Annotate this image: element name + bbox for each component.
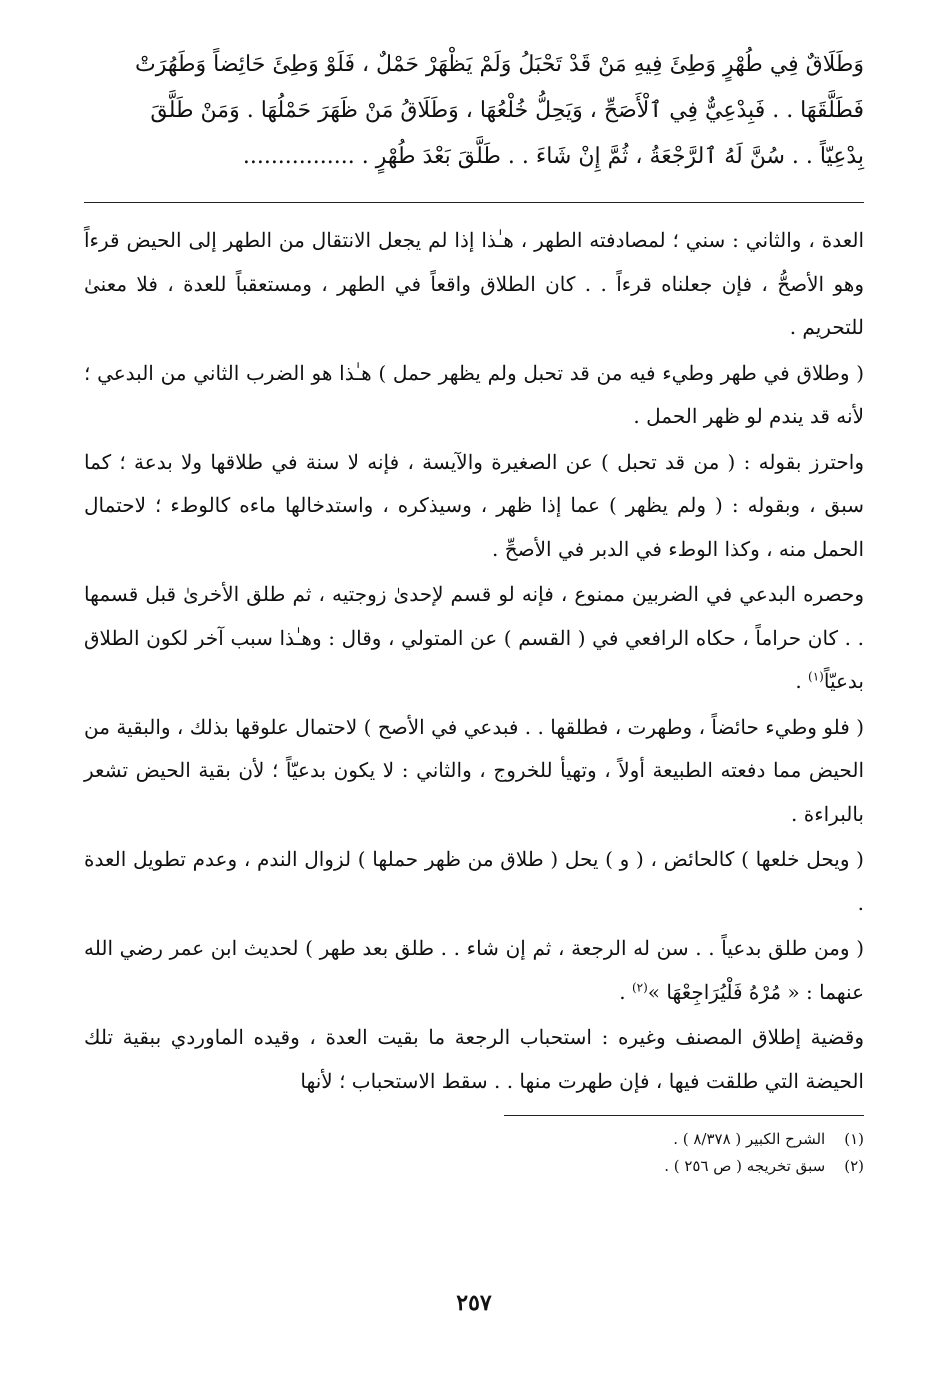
footnote-text: سبق تخريجه ( ص ٢٥٦ ) . xyxy=(664,1157,826,1175)
sharh-paragraph-6: ( ويحل خلعها ) كالحائض ، ( و ) يحل ( طلاق من ظهر حملها ) لزوال الندم ، وعدم تطويل العدة . xyxy=(84,847,864,915)
sharh-paragraph-8: وقضية إطلاق المصنف وغيره : استحباب الرجعة ما بقيت العدة ، وقيده الماوردي ببقية تلك الحيضة التي طلقت فيها ، فإن طهرت منها . . سقط الاستحباب ؛ لأنها xyxy=(84,1025,864,1093)
sharh-text xyxy=(84,219,864,1103)
footnote-ref-2[interactable]: (٢) xyxy=(631,979,648,994)
footnote-ref-1[interactable]: (١) xyxy=(808,669,824,684)
sharh-paragraph-4 xyxy=(84,573,864,704)
matn-line-1: وَطَلَاقٌ فِي طُهْرٍ وَطِئَ فِيهِ مَنْ قَدْ تَحْبَلُ وَلَمْ يَظْهَرْ حَمْلٌ ، فَلَوْ وَطِئَ حَائِضاً وَطَهُرَتْ xyxy=(135,52,864,77)
matn-separator xyxy=(84,202,864,203)
sharh-paragraph-4-text: وحصره البدعي في الضربين ممنوع ، فإنه لو قسم لإحدىٰ زوجتيه ، ثم طلق الأخرىٰ قبل قسمها . . كان حراماً ، حكاه الرافعي في ( القسم ) عن المتولي ، وقال : وهـٰذا سبب آخر لكون الطلاق بدعيّاً xyxy=(84,582,864,693)
sharh-paragraph-7-tail: . xyxy=(619,979,632,1004)
sharh-paragraph-1: العدة ، والثاني : سني ؛ لمصادفته الطهر ، هـٰذا إذا لم يجعل الانتقال من الطهر إلى الحيض قرءاً وهو الأصحُّ ، فإن جعلناه قرءاً . . كان الطلاق واقعاً في الطهر ، ومستعقباً للعدة ، فلا معنىٰ للتحريم . xyxy=(84,228,864,339)
sharh-paragraph-5: ( فلو وطيء حائضاً ، وطهرت ، فطلقها . . فبدعي في الأصح ) لاحتمال علوقها بذلك ، والبقية من الحيض مما دفعته الطبيعة أولاً ، وتهيأ للخروج ، والثاني : لا يكون بدعيّاً ؛ لأن بقية الحيض تشعر بالبراءة . xyxy=(84,714,864,826)
footnotes xyxy=(84,1126,864,1180)
page-number: ٢٥٧ xyxy=(456,1290,492,1316)
sharh-paragraph-3: واحترز بقوله : ( من قد تحبل ) عن الصغيرة والآيسة ، فإنه لا سنة في طلاقها ولا بدعة ؛ كما سبق ، وبقوله : ( ولم يظهر ) عما إذا ظهر ، وسيذكره ، واستدخالها ماءه كالوطء ؛ لاحتمال الحمل منه ، وكذا الوطء في الدبر في الأصحِّ . xyxy=(84,449,864,561)
sharh-paragraph-4-tail: . xyxy=(795,669,809,693)
matn-dots: ................ xyxy=(242,144,355,169)
sharh-paragraph-7 xyxy=(84,927,864,1014)
matn-line-3 xyxy=(84,134,864,180)
footnote-2 xyxy=(84,1153,864,1180)
footnote-text: الشرح الكبير ( ٨/٣٧٨ ) . xyxy=(673,1130,826,1148)
footnote-separator xyxy=(504,1115,864,1116)
footnote-number: (٢) xyxy=(844,1157,864,1175)
matn-text xyxy=(84,42,864,180)
footnote-1 xyxy=(84,1126,864,1153)
book-page xyxy=(84,42,864,1180)
sharh-paragraph-2: ( وطلاق في طهر وطيء فيه من قد تحبل ولم يظهر حمل ) هـٰذا هو الضرب الثاني من البدعي ؛ لأنه قد يندم لو ظهر الحمل . xyxy=(84,360,864,428)
matn-line-2: فَطَلَّقَهَا . . فَبِدْعِيٌّ فِي ٱلْأَصَحِّ ، وَيَحِلُّ خُلْعُهَا ، وَطَلَاقُ مَنْ ظَهَرَ حَمْلُهَا . وَمَنْ طَلَّقَ xyxy=(150,98,864,123)
matn-line-3-text: بِدْعِيّاً . . سُنَّ لَهُ ٱلرَّجْعَةُ ، ثُمَّ إِنْ شَاءَ . . طَلَّقَ بَعْدَ طُهْرٍ . xyxy=(361,144,864,169)
sharh-paragraph-7-text: ( ومن طلق بدعياً . . سن له الرجعة ، ثم إن شاء . . طلق بعد طهر ) لحديث ابن عمر رضي الله عنهما : « مُرْهُ فَلْيُرَاجِعْهَا » xyxy=(84,936,864,1004)
footnote-number: (١) xyxy=(844,1130,864,1148)
